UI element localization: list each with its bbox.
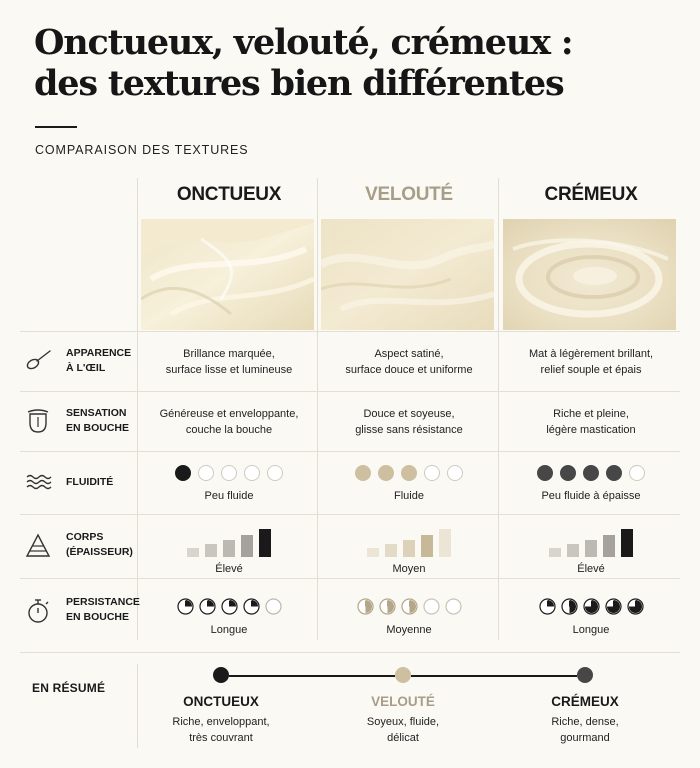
title-line-1: Onctueux, velouté, crémeux : bbox=[34, 22, 573, 63]
rating-dot-filled bbox=[583, 465, 599, 481]
caption-corps-onctueux: Élevé bbox=[215, 563, 243, 575]
summary-desc-onctueux: Riche, enveloppant, très couvrant bbox=[172, 716, 270, 744]
body-level-bar bbox=[421, 535, 433, 557]
row-label-apparence: APPARENCE À L'ŒIL bbox=[66, 347, 132, 374]
persistence-rating-veloute bbox=[321, 598, 497, 615]
fluidity-rating-veloute bbox=[321, 465, 497, 481]
persistence-clock-icon bbox=[199, 598, 216, 615]
persistence-clock-icon bbox=[583, 598, 600, 615]
persistence-clock-icon bbox=[243, 598, 260, 615]
rating-dot-filled bbox=[606, 465, 622, 481]
caption-persistance-onctueux: Longue bbox=[210, 624, 248, 636]
pyramid-icon bbox=[24, 532, 52, 560]
body-level-bar bbox=[603, 535, 615, 557]
rating-dot-empty bbox=[629, 465, 645, 481]
persistence-clock-icon bbox=[605, 598, 622, 615]
body-level-bar bbox=[567, 544, 579, 557]
tongue-icon bbox=[24, 406, 52, 434]
body-level-bar bbox=[367, 548, 379, 557]
grid-divider bbox=[20, 652, 680, 653]
section-subtitle: COMPARAISON DES TEXTURES bbox=[35, 143, 249, 157]
body-level-onctueux bbox=[141, 527, 317, 557]
body-level-bar bbox=[187, 548, 199, 557]
persistence-clock-icon bbox=[221, 598, 238, 615]
rating-dot-empty bbox=[447, 465, 463, 481]
persistence-clock-icon bbox=[357, 598, 374, 615]
row-label-sensation: SENSATION EN BOUCHE bbox=[66, 407, 130, 434]
fluidity-rating-cremeux bbox=[503, 465, 679, 481]
cell-apparence-onctueux: Brillance marquée, surface lisse et lumineuse bbox=[165, 348, 293, 376]
texture-image-cremeux bbox=[503, 219, 676, 330]
page-title bbox=[34, 22, 674, 104]
body-level-bar bbox=[241, 535, 253, 557]
body-level-bar bbox=[205, 544, 217, 557]
grid-divider bbox=[20, 331, 680, 332]
spoon-icon bbox=[24, 345, 52, 373]
timeline-line bbox=[411, 675, 577, 677]
body-level-bar bbox=[439, 529, 451, 557]
rating-dot-empty bbox=[221, 465, 237, 481]
rating-dot-filled bbox=[401, 465, 417, 481]
row-label-fluidite: FLUIDITÉ bbox=[66, 476, 114, 488]
rating-dot-filled bbox=[560, 465, 576, 481]
summary-label: EN RÉSUMÉ bbox=[32, 681, 106, 695]
summary-desc-veloute: Soyeux, fluide, délicat bbox=[366, 716, 440, 744]
summary-name-veloute: VELOUTÉ bbox=[371, 694, 435, 709]
timeline-dot-onctueux bbox=[213, 667, 229, 683]
body-level-bar bbox=[585, 540, 597, 557]
caption-persistance-cremeux: Longue bbox=[572, 624, 610, 636]
cell-sensation-veloute: Douce et soyeuse, glisse sans résistance bbox=[355, 408, 463, 436]
body-level-bar bbox=[385, 544, 397, 557]
rating-dot-empty bbox=[198, 465, 214, 481]
persistence-clock-icon bbox=[423, 598, 440, 615]
rating-dot-empty bbox=[244, 465, 260, 481]
body-level-cremeux bbox=[503, 527, 679, 557]
summary-desc-cremeux: Riche, dense, gourmand bbox=[551, 716, 619, 744]
texture-image-onctueux bbox=[141, 219, 314, 330]
grid-divider bbox=[20, 514, 680, 515]
body-level-veloute bbox=[321, 527, 497, 557]
rating-dot-filled bbox=[175, 465, 191, 481]
timeline-dot-cremeux bbox=[577, 667, 593, 683]
persistence-clock-icon bbox=[401, 598, 418, 615]
persistence-clock-icon bbox=[627, 598, 644, 615]
cell-apparence-cremeux: Mat à légèrement brillant, relief souple et épais bbox=[528, 348, 654, 376]
caption-corps-veloute: Moyen bbox=[392, 563, 426, 575]
body-level-bar bbox=[223, 540, 235, 557]
grid-divider bbox=[20, 578, 680, 579]
title-line-2: des textures bien différentes bbox=[34, 63, 564, 104]
grid-divider bbox=[317, 178, 318, 640]
summary-name-cremeux: CRÉMEUX bbox=[551, 694, 619, 709]
row-label-corps: CORPS (ÉPAISSEUR) bbox=[66, 531, 133, 558]
cell-sensation-cremeux: Riche et pleine, légère mastication bbox=[546, 408, 636, 436]
persistence-clock-icon bbox=[379, 598, 396, 615]
body-level-bar bbox=[621, 529, 633, 557]
grid-divider bbox=[20, 391, 680, 392]
persistence-clock-icon bbox=[265, 598, 282, 615]
summary-name-onctueux: ONCTUEUX bbox=[183, 694, 259, 709]
column-header-veloute: VELOUTÉ bbox=[365, 184, 453, 205]
grid-divider bbox=[20, 451, 680, 452]
caption-fluidite-onctueux: Peu fluide bbox=[204, 490, 254, 502]
persistence-rating-onctueux bbox=[141, 598, 317, 615]
column-header-cremeux: CRÉMEUX bbox=[544, 184, 638, 205]
texture-image-veloute bbox=[321, 219, 494, 330]
rating-dot-empty bbox=[424, 465, 440, 481]
body-level-bar bbox=[549, 548, 561, 557]
timeline-dot-veloute bbox=[395, 667, 411, 683]
rating-dot-filled bbox=[378, 465, 394, 481]
row-label-persistance: PERSISTANCE EN BOUCHE bbox=[66, 596, 140, 623]
waves-icon bbox=[24, 468, 52, 496]
persistence-clock-icon bbox=[445, 598, 462, 615]
timeline-line bbox=[229, 675, 395, 677]
caption-persistance-veloute: Moyenne bbox=[386, 624, 432, 636]
persistence-rating-cremeux bbox=[503, 598, 679, 615]
cell-apparence-veloute: Aspect satiné, surface douce et uniforme bbox=[345, 348, 473, 376]
caption-corps-cremeux: Élevé bbox=[577, 563, 605, 575]
title-divider bbox=[35, 126, 77, 128]
column-header-onctueux: ONCTUEUX bbox=[176, 184, 282, 205]
persistence-clock-icon bbox=[561, 598, 578, 615]
rating-dot-filled bbox=[537, 465, 553, 481]
persistence-clock-icon bbox=[539, 598, 556, 615]
fluidity-rating-onctueux bbox=[141, 465, 317, 481]
caption-fluidite-veloute: Fluide bbox=[394, 490, 424, 502]
body-level-bar bbox=[259, 529, 271, 557]
rating-dot-empty bbox=[267, 465, 283, 481]
grid-divider bbox=[498, 178, 499, 640]
stopwatch-icon bbox=[24, 597, 52, 625]
rating-dot-filled bbox=[355, 465, 371, 481]
body-level-bar bbox=[403, 540, 415, 557]
caption-fluidite-cremeux: Peu fluide à épaisse bbox=[541, 490, 641, 502]
persistence-clock-icon bbox=[177, 598, 194, 615]
cell-sensation-onctueux: Généreuse et enveloppante, couche la bouche bbox=[159, 408, 299, 436]
